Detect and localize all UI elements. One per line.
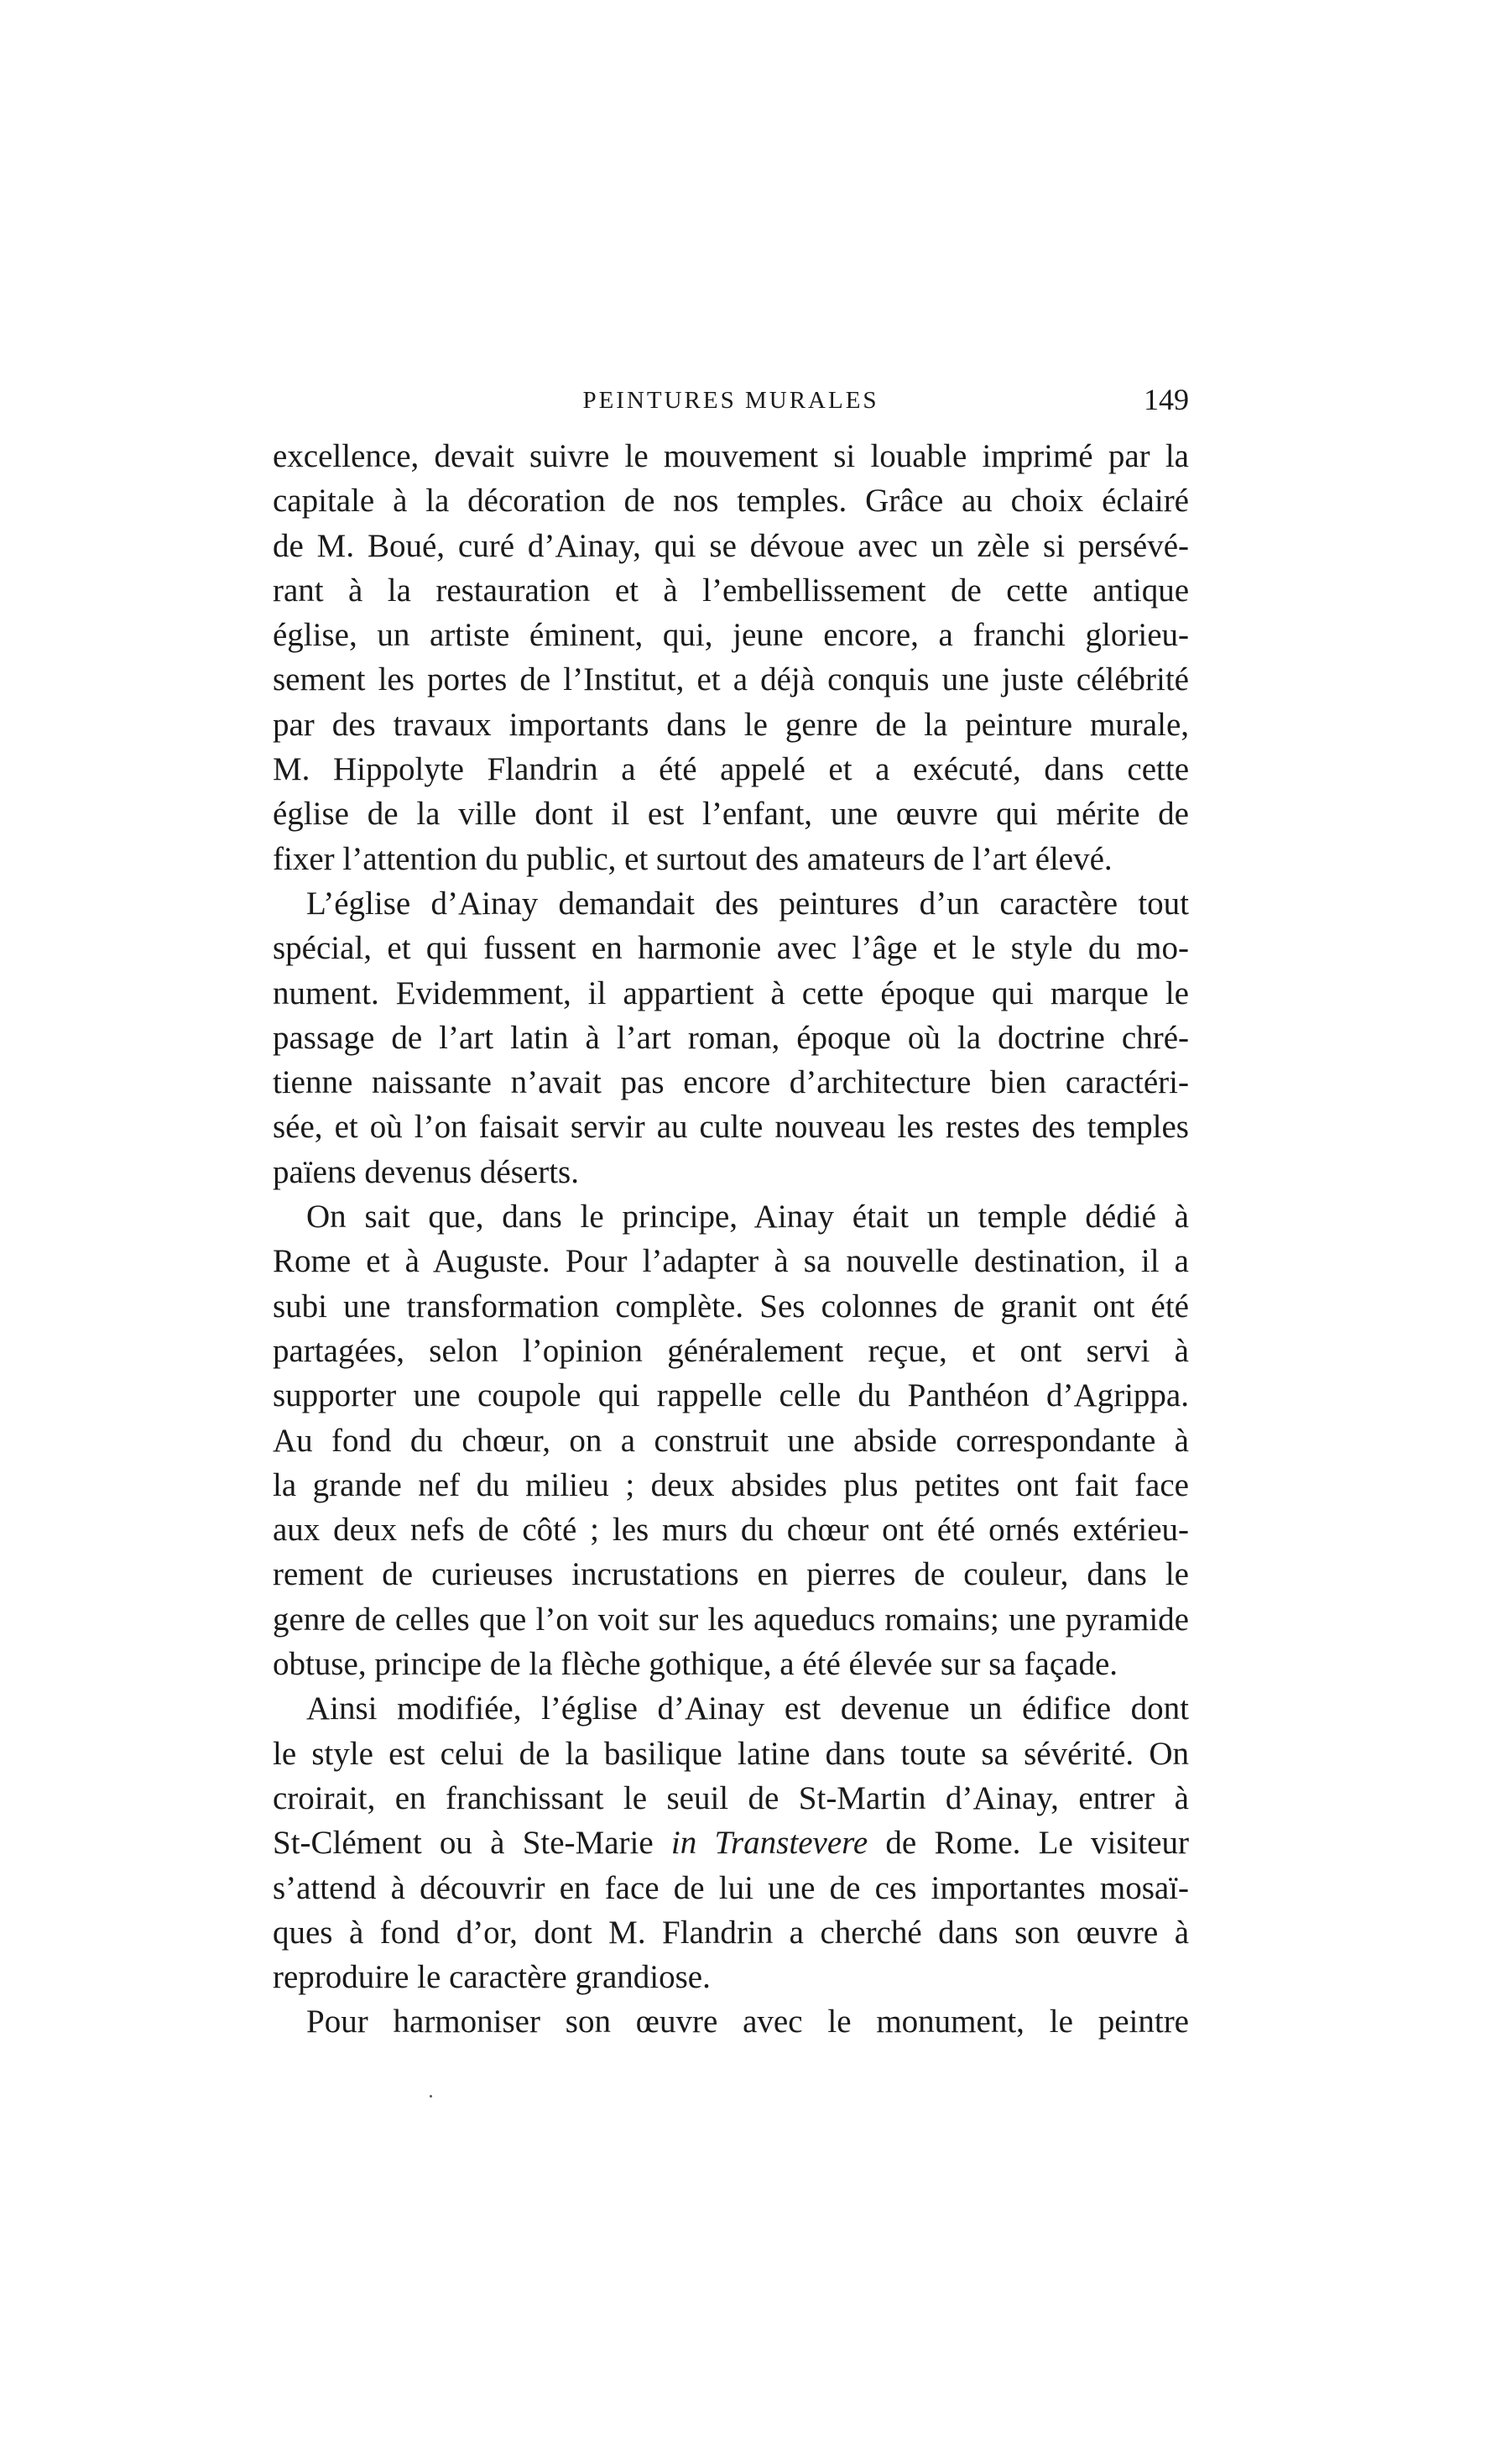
text-run: St-Clément ou à Ste-Marie	[273, 1825, 671, 1862]
paragraph-4	[273, 1686, 1189, 1999]
running-head	[273, 382, 1189, 432]
text-line: genre de celles que l’on voit sur les aqueducs romains; une pyramide	[273, 1601, 1189, 1638]
paragraph-2	[273, 881, 1189, 1194]
text-line: Pour harmoniser son œuvre avec le monument, le peintre	[306, 2004, 1189, 2040]
text-line: reproduire le caractère grandiose.	[273, 1959, 711, 1996]
text-line: sée, et où l’on faisait servir au culte nouveau les restes des temples	[273, 1109, 1189, 1146]
italic-phrase: in Transtevere	[670, 1825, 868, 1862]
text-line: excellence, devait suivre le mouvement si louable imprimé par la	[273, 438, 1189, 474]
text-line: capitale à la décoration de nos temples. Grâce au choix éclairé	[273, 483, 1189, 520]
text-line: la grande nef du milieu ; deux absides plus petites ont fait face	[273, 1466, 1189, 1503]
text-line: le style est celui de la basilique latine dans toute sa sévérité. On	[273, 1735, 1189, 1772]
text-line: passage de l’art latin à l’art roman, époque où la doctrine chré-	[273, 1019, 1189, 1056]
text-line: rement de curieuses incrustations en pierres de couleur, dans le	[273, 1556, 1189, 1593]
text-line: On sait que, dans le principe, Ainay était un temple dédié à	[306, 1199, 1189, 1236]
text-line: M. Hippolyte Flandrin a été appelé et a exécuté, dans cette	[273, 751, 1189, 788]
text-line: Rome et à Auguste. Pour l’adapter à sa nouvelle destination, il a	[273, 1243, 1189, 1280]
text-line: spécial, et qui fussent en harmonie avec l’âge et le style du mo-	[273, 930, 1189, 967]
paragraph-5	[273, 1999, 1189, 2044]
paragraph-1	[273, 434, 1189, 881]
text-line: obtuse, principe de la flèche gothique, a été élevée sur sa façade.	[273, 1646, 1118, 1683]
text-line: supporter une coupole qui rappelle celle du Panthéon d’Agrippa.	[273, 1377, 1189, 1414]
paragraph-3	[273, 1194, 1189, 1686]
body-text	[273, 434, 1189, 2045]
text-line: croirait, en franchissant le seuil de St-Martin d’Ainay, entrer à	[273, 1779, 1189, 1816]
text-line: L’église d’Ainay demandait des peintures d’un caractère tout	[306, 885, 1189, 922]
text-line: s’attend à découvrir en face de lui une de ces importantes mosaï-	[273, 1869, 1189, 1906]
text-line	[273, 1821, 1189, 1865]
text-line: sement les portes de l’Institut, et a déjà conquis une juste célébrité	[273, 661, 1189, 698]
text-line: aux deux nefs de côté ; les murs du chœur ont été ornés extérieu-	[273, 1512, 1189, 1549]
text-run: de Rome. Le visiteur	[868, 1825, 1189, 1862]
text-line: fixer l’attention du public, et surtout des amateurs de l’art élevé.	[273, 840, 1113, 877]
text-line: ques à fond d’or, dont M. Flandrin a cherché dans son œuvre à	[273, 1914, 1189, 1951]
text-line: partagées, selon l’opinion généralement reçue, et ont servi à	[273, 1332, 1189, 1369]
running-title: PEINTURES MURALES	[582, 387, 879, 414]
text-line: tienne naissante n’avait pas encore d’architecture bien caractéri-	[273, 1064, 1189, 1101]
text-line: subi une transformation complète. Ses colonnes de granit ont été	[273, 1288, 1189, 1324]
text-line: Ainsi modifiée, l’église d’Ainay est devenue un édifice dont	[306, 1690, 1189, 1727]
text-line: païens devenus déserts.	[273, 1153, 579, 1190]
page-number: 149	[1144, 383, 1189, 416]
text-line: de M. Boué, curé d’Ainay, qui se dévoue avec un zèle si persévé-	[273, 527, 1189, 564]
text-line: église, un artiste éminent, qui, jeune encore, a franchi glorieu-	[273, 617, 1189, 654]
text-line: église de la ville dont il est l’enfant, une œuvre qui mérite de	[273, 796, 1189, 833]
text-line: par des travaux importants dans le genre de la peinture murale,	[273, 706, 1189, 743]
ink-speck	[430, 2095, 432, 2098]
text-line: rant à la restauration et à l’embellissement de cette antique	[273, 572, 1189, 609]
text-line: nument. Evidemment, il appartient à cette époque qui marque le	[273, 974, 1189, 1011]
text-line: Au fond du chœur, on a construit une abside correspondante à	[273, 1422, 1189, 1459]
